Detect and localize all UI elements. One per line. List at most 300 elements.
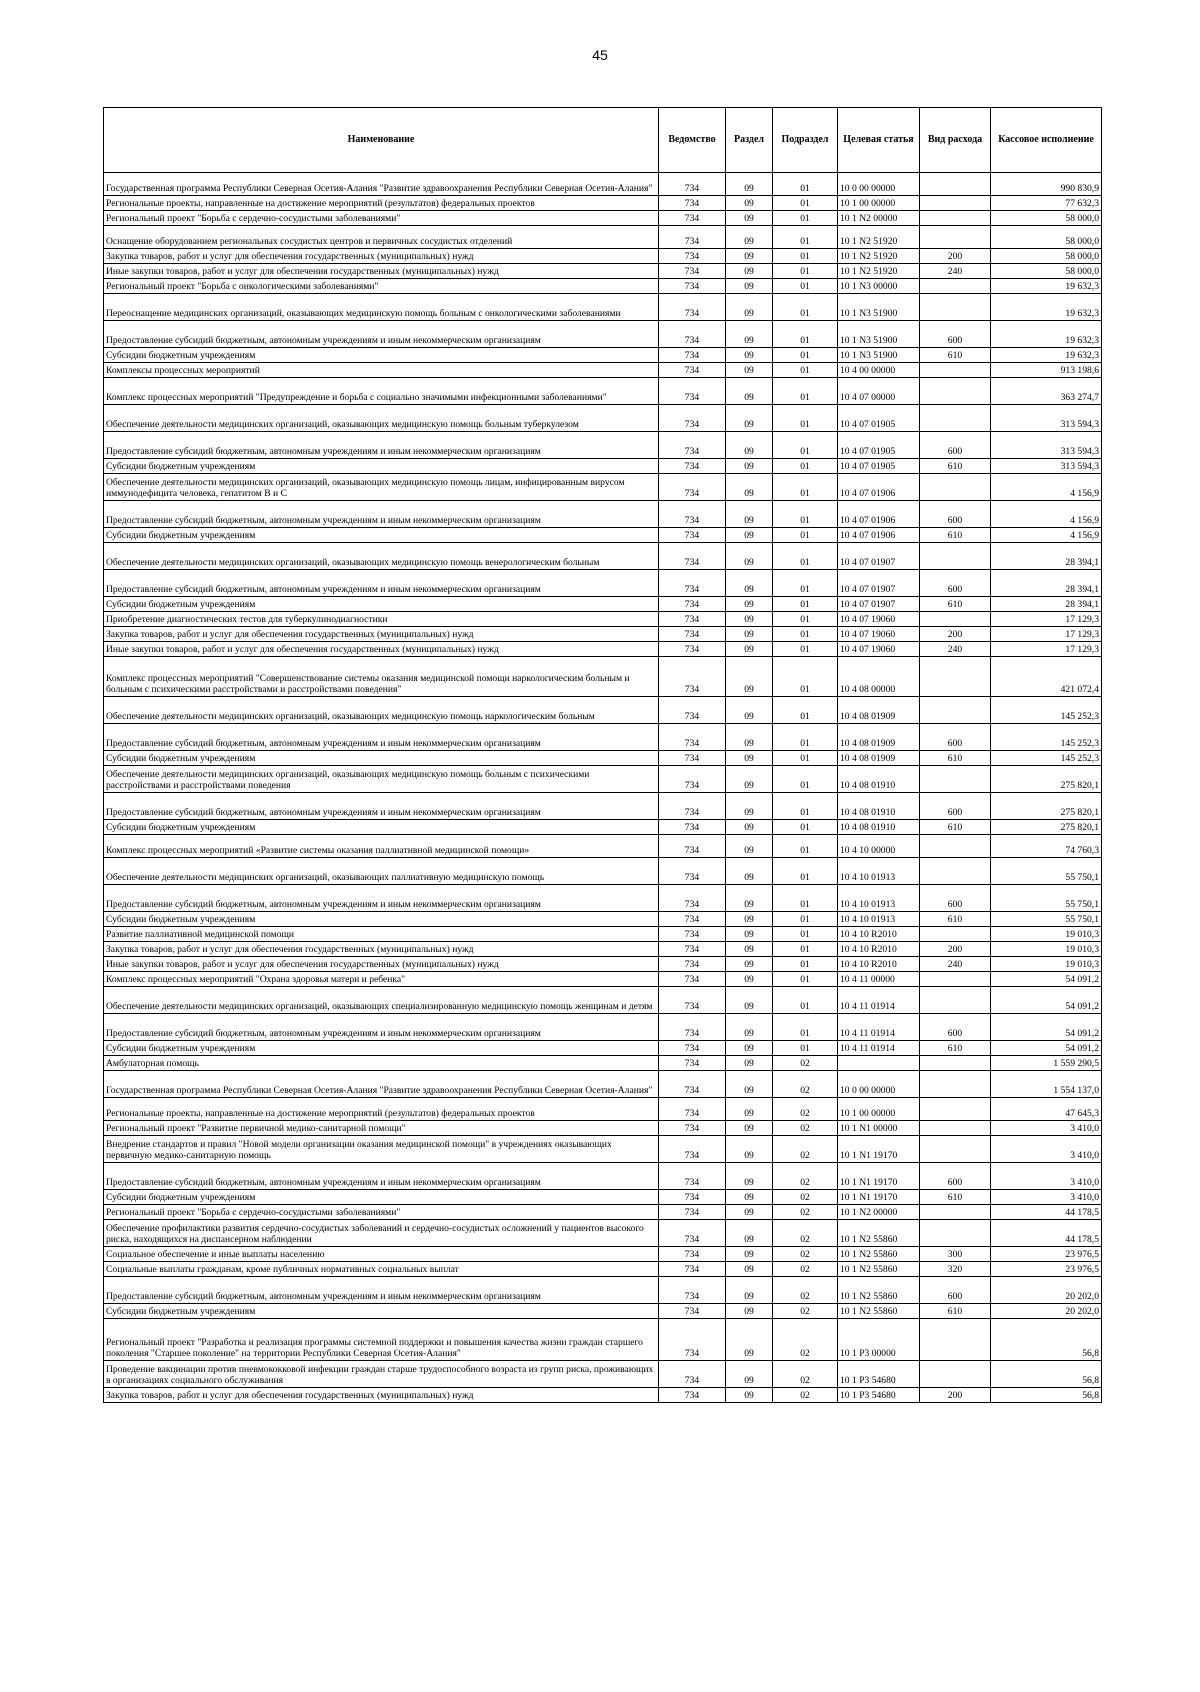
row-target-article: 10 4 07 01906	[838, 501, 920, 528]
table-row	[104, 927, 1102, 942]
row-ministry: 734	[659, 211, 726, 226]
row-name: Субсидии бюджетным учреждениям	[104, 459, 659, 474]
table-row	[104, 432, 1102, 459]
row-subsection: 01	[773, 432, 838, 459]
row-target-article: 10 1 N3 51900	[838, 294, 920, 321]
row-subsection: 02	[773, 1121, 838, 1136]
row-ministry: 734	[659, 1071, 726, 1098]
header-ministry: Ведомство	[659, 108, 726, 173]
header-cash-execution: Кассовое исполнение	[991, 108, 1102, 173]
row-cash-execution: 3 410,0	[991, 1121, 1102, 1136]
table-row	[104, 1247, 1102, 1262]
row-ministry: 734	[659, 1041, 726, 1056]
row-section: 09	[726, 279, 773, 294]
row-section: 09	[726, 1277, 773, 1304]
row-section: 09	[726, 321, 773, 348]
row-target-article: 10 0 00 00000	[838, 1071, 920, 1098]
row-expense-type: 600	[920, 570, 991, 597]
row-target-article: 10 1 N2 00000	[838, 211, 920, 226]
row-target-article: 10 4 07 01907	[838, 543, 920, 570]
table-row	[104, 766, 1102, 793]
row-name: Приобретение диагностических тестов для туберкулинодиагностики	[104, 612, 659, 627]
row-section: 09	[726, 1071, 773, 1098]
row-section: 09	[726, 793, 773, 820]
row-expense-type: 200	[920, 249, 991, 264]
row-section: 09	[726, 570, 773, 597]
row-ministry: 734	[659, 474, 726, 501]
row-expense-type	[920, 405, 991, 432]
row-ministry: 734	[659, 173, 726, 196]
row-expense-type: 200	[920, 942, 991, 957]
table-row	[104, 858, 1102, 885]
row-cash-execution: 4 156,9	[991, 474, 1102, 501]
row-ministry: 734	[659, 642, 726, 657]
row-target-article: 10 4 08 00000	[838, 657, 920, 697]
row-section: 09	[726, 543, 773, 570]
row-name: Субсидии бюджетным учреждениям	[104, 751, 659, 766]
row-subsection: 02	[773, 1262, 838, 1277]
table-row	[104, 972, 1102, 987]
row-expense-type	[920, 1071, 991, 1098]
row-name: Амбулаторная помощь	[104, 1056, 659, 1071]
table-row	[104, 1071, 1102, 1098]
table-row	[104, 294, 1102, 321]
row-cash-execution: 47 645,3	[991, 1098, 1102, 1121]
row-name: Закупка товаров, работ и услуг для обеспечения государственных (муниципальных) нужд	[104, 1388, 659, 1403]
row-expense-type: 600	[920, 1277, 991, 1304]
row-section: 09	[726, 249, 773, 264]
row-subsection: 01	[773, 264, 838, 279]
row-cash-execution: 58 000,0	[991, 264, 1102, 279]
row-section: 09	[726, 1190, 773, 1205]
row-ministry: 734	[659, 1136, 726, 1163]
row-cash-execution: 44 178,5	[991, 1205, 1102, 1220]
row-cash-execution: 74 760,3	[991, 835, 1102, 858]
row-section: 09	[726, 1319, 773, 1361]
row-expense-type: 610	[920, 597, 991, 612]
row-cash-execution: 55 750,1	[991, 912, 1102, 927]
row-name: Предоставление субсидий бюджетным, автономным учреждениям и иным некоммерческим организациям	[104, 321, 659, 348]
row-cash-execution: 19 632,3	[991, 294, 1102, 321]
row-subsection: 01	[773, 697, 838, 724]
table-row	[104, 405, 1102, 432]
row-section: 09	[726, 474, 773, 501]
row-target-article: 10 1 N1 00000	[838, 1121, 920, 1136]
row-ministry: 734	[659, 459, 726, 474]
row-ministry: 734	[659, 1098, 726, 1121]
row-cash-execution: 17 129,3	[991, 612, 1102, 627]
row-ministry: 734	[659, 1247, 726, 1262]
row-cash-execution: 363 274,7	[991, 378, 1102, 405]
row-target-article: 10 4 10 01913	[838, 885, 920, 912]
row-ministry: 734	[659, 942, 726, 957]
row-expense-type: 610	[920, 1041, 991, 1056]
row-cash-execution: 56,8	[991, 1388, 1102, 1403]
row-expense-type	[920, 987, 991, 1014]
row-expense-type: 600	[920, 321, 991, 348]
row-expense-type: 200	[920, 1388, 991, 1403]
row-expense-type	[920, 294, 991, 321]
row-expense-type: 600	[920, 724, 991, 751]
row-expense-type	[920, 543, 991, 570]
row-target-article: 10 1 N2 55860	[838, 1247, 920, 1262]
row-name: Иные закупки товаров, работ и услуг для обеспечения государственных (муниципальных) нужд	[104, 264, 659, 279]
row-target-article: 10 4 07 19060	[838, 627, 920, 642]
row-cash-execution: 58 000,0	[991, 211, 1102, 226]
row-section: 09	[726, 1056, 773, 1071]
table-row	[104, 793, 1102, 820]
row-section: 09	[726, 432, 773, 459]
row-target-article: 10 4 07 00000	[838, 378, 920, 405]
table-row	[104, 697, 1102, 724]
row-name: Региональные проекты, направленные на достижение мероприятий (результатов) федеральных проектов	[104, 1098, 659, 1121]
row-ministry: 734	[659, 927, 726, 942]
row-section: 09	[726, 264, 773, 279]
row-name: Государственная программа Республики Северная Осетия-Алания "Развитие здравоохранения Республики Северная Осетия-Алания"	[104, 1071, 659, 1098]
row-subsection: 01	[773, 226, 838, 249]
row-name: Предоставление субсидий бюджетным, автономным учреждениям и иным некоммерческим организациям	[104, 570, 659, 597]
table-row	[104, 1277, 1102, 1304]
row-cash-execution: 313 594,3	[991, 459, 1102, 474]
table-row	[104, 1304, 1102, 1319]
row-cash-execution: 28 394,1	[991, 597, 1102, 612]
row-ministry: 734	[659, 820, 726, 835]
row-subsection: 01	[773, 793, 838, 820]
row-ministry: 734	[659, 612, 726, 627]
row-expense-type	[920, 173, 991, 196]
row-cash-execution: 28 394,1	[991, 570, 1102, 597]
row-expense-type: 240	[920, 642, 991, 657]
row-target-article: 10 4 07 01906	[838, 474, 920, 501]
row-expense-type: 240	[920, 957, 991, 972]
table-row	[104, 528, 1102, 543]
table-row	[104, 173, 1102, 196]
row-subsection: 01	[773, 570, 838, 597]
row-section: 09	[726, 173, 773, 196]
row-ministry: 734	[659, 697, 726, 724]
table-row	[104, 196, 1102, 211]
row-cash-execution: 19 632,3	[991, 321, 1102, 348]
row-expense-type	[920, 1220, 991, 1247]
row-expense-type: 300	[920, 1247, 991, 1262]
row-expense-type	[920, 972, 991, 987]
row-cash-execution: 1 559 290,5	[991, 1056, 1102, 1071]
row-section: 09	[726, 697, 773, 724]
row-expense-type: 610	[920, 1304, 991, 1319]
row-name: Проведение вакцинации против пневмококковой инфекции граждан старше трудоспособного возраста из групп риска, проживающих в организациях социального обслуживания	[104, 1361, 659, 1388]
row-target-article: 10 4 00 00000	[838, 363, 920, 378]
table-row	[104, 612, 1102, 627]
table-row	[104, 1190, 1102, 1205]
row-expense-type: 610	[920, 1190, 991, 1205]
row-name: Субсидии бюджетным учреждениям	[104, 1304, 659, 1319]
row-target-article: 10 1 N3 00000	[838, 279, 920, 294]
row-name: Комплекс процессных мероприятий «Развитие системы оказания паллиативной медицинской помощи»	[104, 835, 659, 858]
row-expense-type: 610	[920, 459, 991, 474]
row-subsection: 02	[773, 1190, 838, 1205]
row-cash-execution: 19 010,3	[991, 927, 1102, 942]
row-ministry: 734	[659, 363, 726, 378]
row-expense-type: 600	[920, 1014, 991, 1041]
row-cash-execution: 28 394,1	[991, 543, 1102, 570]
table-row	[104, 363, 1102, 378]
row-subsection: 02	[773, 1205, 838, 1220]
row-target-article: 10 4 07 01907	[838, 597, 920, 612]
row-name: Оснащение оборудованием региональных сосудистых центров и первичных сосудистых отделений	[104, 226, 659, 249]
row-target-article: 10 4 08 01910	[838, 820, 920, 835]
row-cash-execution: 3 410,0	[991, 1163, 1102, 1190]
row-target-article: 10 1 P3 54680	[838, 1361, 920, 1388]
row-section: 09	[726, 835, 773, 858]
row-section: 09	[726, 597, 773, 612]
row-cash-execution: 54 091,2	[991, 972, 1102, 987]
row-target-article: 10 1 P3 00000	[838, 1319, 920, 1361]
row-ministry: 734	[659, 1388, 726, 1403]
row-name: Региональный проект "Разработка и реализация программы системной поддержки и повышения качества жизни граждан старшего поколения "Старшее поколение" на территории Республики Северная Осетия-Алания"	[104, 1319, 659, 1361]
row-section: 09	[726, 957, 773, 972]
table-row	[104, 501, 1102, 528]
row-section: 09	[726, 927, 773, 942]
row-ministry: 734	[659, 835, 726, 858]
row-subsection: 01	[773, 858, 838, 885]
row-target-article: 10 4 11 01914	[838, 1014, 920, 1041]
row-subsection: 01	[773, 766, 838, 793]
row-subsection: 02	[773, 1388, 838, 1403]
row-section: 09	[726, 294, 773, 321]
row-cash-execution: 145 252,3	[991, 724, 1102, 751]
table-row	[104, 657, 1102, 697]
row-target-article: 10 4 07 19060	[838, 642, 920, 657]
table-row	[104, 1056, 1102, 1071]
row-expense-type	[920, 378, 991, 405]
table-row	[104, 279, 1102, 294]
row-name: Предоставление субсидий бюджетным, автономным учреждениям и иным некоммерческим организациям	[104, 1014, 659, 1041]
row-name: Обеспечение деятельности медицинских организаций, оказывающих паллиативную медицинскую помощь	[104, 858, 659, 885]
row-subsection: 01	[773, 912, 838, 927]
row-name: Развитие паллиативной медицинской помощи	[104, 927, 659, 942]
row-expense-type: 600	[920, 885, 991, 912]
row-cash-execution: 56,8	[991, 1319, 1102, 1361]
row-section: 09	[726, 211, 773, 226]
row-subsection: 01	[773, 942, 838, 957]
row-section: 09	[726, 1262, 773, 1277]
table-row	[104, 1014, 1102, 1041]
row-section: 09	[726, 1388, 773, 1403]
table-row	[104, 597, 1102, 612]
row-section: 09	[726, 612, 773, 627]
row-subsection: 01	[773, 348, 838, 363]
header-target-article: Целевая статья	[838, 108, 920, 173]
row-name: Региональные проекты, направленные на достижение мероприятий (результатов) федеральных проектов	[104, 196, 659, 211]
row-ministry: 734	[659, 226, 726, 249]
table-row	[104, 1098, 1102, 1121]
row-cash-execution: 275 820,1	[991, 793, 1102, 820]
row-expense-type	[920, 1205, 991, 1220]
table-row	[104, 1121, 1102, 1136]
row-cash-execution: 913 198,6	[991, 363, 1102, 378]
row-target-article: 10 4 10 01913	[838, 912, 920, 927]
row-subsection: 01	[773, 820, 838, 835]
row-subsection: 02	[773, 1247, 838, 1262]
table-row	[104, 942, 1102, 957]
row-target-article: 10 1 N2 51920	[838, 249, 920, 264]
row-ministry: 734	[659, 912, 726, 927]
row-expense-type	[920, 1121, 991, 1136]
row-name: Региональный проект "Борьба с сердечно-сосудистыми заболеваниями"	[104, 1205, 659, 1220]
row-cash-execution: 17 129,3	[991, 627, 1102, 642]
table-row	[104, 912, 1102, 927]
row-ministry: 734	[659, 570, 726, 597]
row-name: Предоставление субсидий бюджетным, автономным учреждениям и иным некоммерческим организациям	[104, 724, 659, 751]
row-ministry: 734	[659, 627, 726, 642]
row-cash-execution: 19 010,3	[991, 942, 1102, 957]
table-row	[104, 885, 1102, 912]
row-name: Обеспечение деятельности медицинских организаций, оказывающих медицинскую помощь венерологическим больным	[104, 543, 659, 570]
row-section: 09	[726, 1163, 773, 1190]
row-expense-type	[920, 196, 991, 211]
row-cash-execution: 54 091,2	[991, 1014, 1102, 1041]
row-name: Региональный проект "Борьба с онкологическими заболеваниями"	[104, 279, 659, 294]
row-cash-execution: 58 000,0	[991, 249, 1102, 264]
row-ministry: 734	[659, 1262, 726, 1277]
row-name: Субсидии бюджетным учреждениям	[104, 912, 659, 927]
row-name: Иные закупки товаров, работ и услуг для обеспечения государственных (муниципальных) нужд	[104, 957, 659, 972]
row-target-article: 10 4 07 01907	[838, 570, 920, 597]
row-name: Региональный проект "Борьба с сердечно-сосудистыми заболеваниями"	[104, 211, 659, 226]
row-subsection: 01	[773, 1014, 838, 1041]
row-ministry: 734	[659, 1056, 726, 1071]
row-ministry: 734	[659, 1014, 726, 1041]
row-target-article: 10 4 10 R2010	[838, 942, 920, 957]
row-section: 09	[726, 972, 773, 987]
row-name: Внедрение стандартов и правил "Новой модели организации оказания медицинской помощи" в учреждениях оказывающих первичную медико-санитарную помощь	[104, 1136, 659, 1163]
row-cash-execution: 56,8	[991, 1361, 1102, 1388]
row-subsection: 01	[773, 597, 838, 612]
row-cash-execution: 421 072,4	[991, 657, 1102, 697]
row-subsection: 01	[773, 211, 838, 226]
row-section: 09	[726, 363, 773, 378]
row-subsection: 01	[773, 957, 838, 972]
table-row	[104, 957, 1102, 972]
row-expense-type	[920, 835, 991, 858]
row-expense-type	[920, 226, 991, 249]
row-subsection: 01	[773, 528, 838, 543]
row-cash-execution: 4 156,9	[991, 528, 1102, 543]
row-name: Предоставление субсидий бюджетным, автономным учреждениям и иным некоммерческим организациям	[104, 1163, 659, 1190]
row-cash-execution: 20 202,0	[991, 1304, 1102, 1319]
row-section: 09	[726, 912, 773, 927]
row-ministry: 734	[659, 972, 726, 987]
row-subsection: 01	[773, 612, 838, 627]
row-expense-type	[920, 363, 991, 378]
row-target-article: 10 1 N1 19170	[838, 1136, 920, 1163]
row-subsection: 02	[773, 1163, 838, 1190]
row-name: Закупка товаров, работ и услуг для обеспечения государственных (муниципальных) нужд	[104, 942, 659, 957]
row-name: Комплекс процессных мероприятий "Охрана здоровья матери и ребенка"	[104, 972, 659, 987]
row-subsection: 01	[773, 642, 838, 657]
row-subsection: 01	[773, 501, 838, 528]
table-row	[104, 724, 1102, 751]
row-cash-execution: 23 976,5	[991, 1262, 1102, 1277]
row-name: Субсидии бюджетным учреждениям	[104, 820, 659, 835]
row-name: Социальные выплаты гражданам, кроме публичных нормативных социальных выплат	[104, 1262, 659, 1277]
row-subsection: 01	[773, 294, 838, 321]
row-subsection: 02	[773, 1071, 838, 1098]
row-ministry: 734	[659, 766, 726, 793]
row-section: 09	[726, 405, 773, 432]
row-target-article: 10 1 00 00000	[838, 196, 920, 211]
table-row	[104, 474, 1102, 501]
row-cash-execution: 3 410,0	[991, 1190, 1102, 1205]
row-target-article: 10 4 07 01905	[838, 459, 920, 474]
table-body	[104, 173, 1102, 1403]
row-cash-execution: 275 820,1	[991, 820, 1102, 835]
row-section: 09	[726, 1121, 773, 1136]
row-cash-execution: 313 594,3	[991, 405, 1102, 432]
row-subsection: 01	[773, 543, 838, 570]
table-row	[104, 642, 1102, 657]
row-subsection: 01	[773, 657, 838, 697]
row-ministry: 734	[659, 1220, 726, 1247]
row-target-article: 10 1 N1 19170	[838, 1190, 920, 1205]
row-cash-execution: 55 750,1	[991, 885, 1102, 912]
row-name: Переоснащение медицинских организаций, оказывающих медицинскую помощь больным с онкологическими заболеваниями	[104, 294, 659, 321]
row-cash-execution: 145 252,3	[991, 697, 1102, 724]
row-target-article: 10 4 11 01914	[838, 987, 920, 1014]
row-subsection: 02	[773, 1361, 838, 1388]
budget-execution-table	[103, 107, 1102, 1403]
row-ministry: 734	[659, 1205, 726, 1220]
table-row	[104, 459, 1102, 474]
row-name: Иные закупки товаров, работ и услуг для обеспечения государственных (муниципальных) нужд	[104, 642, 659, 657]
row-expense-type	[920, 211, 991, 226]
row-ministry: 734	[659, 1121, 726, 1136]
row-expense-type	[920, 612, 991, 627]
row-cash-execution: 313 594,3	[991, 432, 1102, 459]
row-target-article: 10 4 10 R2010	[838, 957, 920, 972]
row-section: 09	[726, 657, 773, 697]
header-subsection: Подраздел	[773, 108, 838, 173]
row-expense-type	[920, 1098, 991, 1121]
row-subsection: 01	[773, 279, 838, 294]
row-target-article: 10 1 N2 51920	[838, 264, 920, 279]
table-row	[104, 820, 1102, 835]
page-number: 45	[592, 47, 608, 63]
row-expense-type: 200	[920, 627, 991, 642]
table-row	[104, 1361, 1102, 1388]
row-ministry: 734	[659, 885, 726, 912]
row-section: 09	[726, 459, 773, 474]
row-ministry: 734	[659, 1163, 726, 1190]
row-expense-type: 610	[920, 820, 991, 835]
row-cash-execution: 23 976,5	[991, 1247, 1102, 1262]
row-ministry: 734	[659, 432, 726, 459]
row-target-article: 10 4 07 19060	[838, 612, 920, 627]
row-section: 09	[726, 1014, 773, 1041]
row-name: Обеспечение деятельности медицинских организаций, оказывающих медицинскую помощь больным с психическими расстройствами и расстройствами поведения	[104, 766, 659, 793]
row-expense-type: 240	[920, 264, 991, 279]
row-target-article: 10 1 N2 51920	[838, 226, 920, 249]
row-target-article: 10 1 N2 55860	[838, 1304, 920, 1319]
row-expense-type: 600	[920, 501, 991, 528]
row-target-article: 10 4 08 01910	[838, 766, 920, 793]
row-ministry: 734	[659, 378, 726, 405]
table-row	[104, 378, 1102, 405]
row-expense-type	[920, 1361, 991, 1388]
row-expense-type: 600	[920, 432, 991, 459]
table-row	[104, 1319, 1102, 1361]
table-row	[104, 835, 1102, 858]
